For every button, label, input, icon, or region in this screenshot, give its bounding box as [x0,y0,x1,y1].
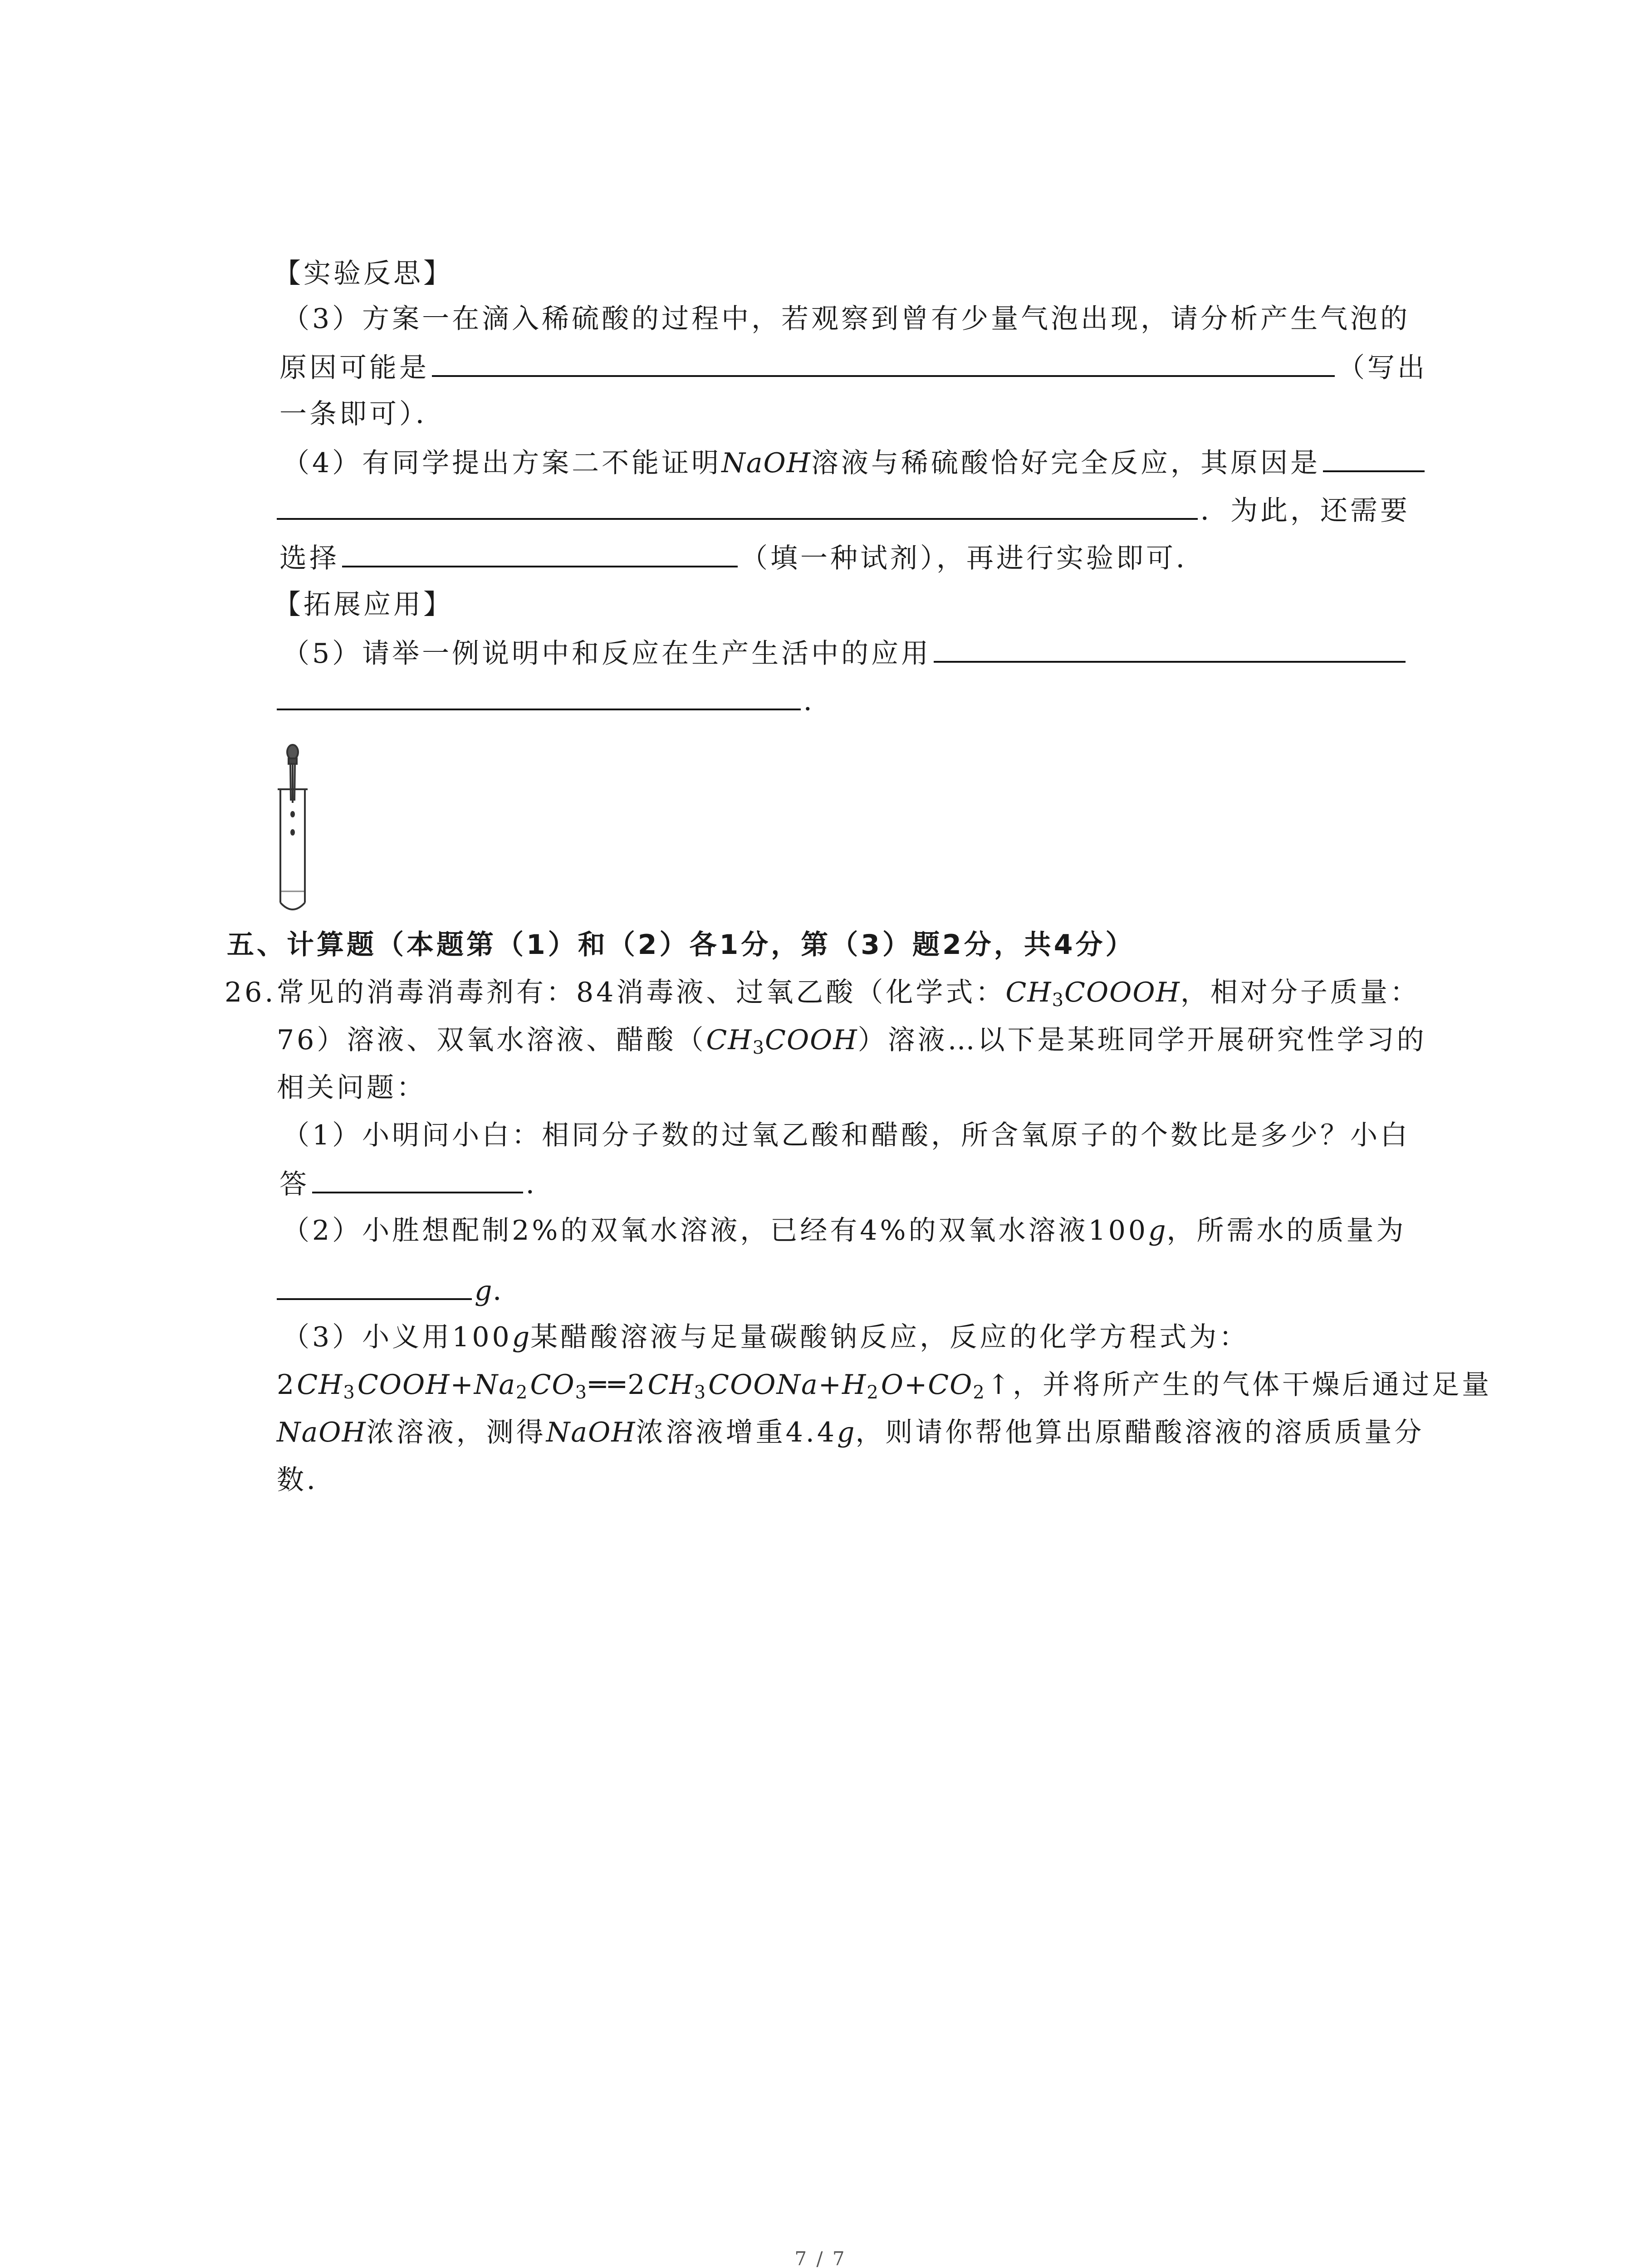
q26-p3-text: ，则请你帮他算出原醋酸溶液的溶质质量分 [855,1417,1425,1448]
equals-sign: ══ [589,1369,628,1401]
formula-sub: 2 [867,1382,881,1403]
formula-sub: 3 [752,1037,765,1058]
q26-p3-line4 [0,1461,1641,1500]
q26-line2 [0,1021,1641,1067]
q26-p3-line1 [0,1318,1641,1357]
formula-sub: 3 [1052,990,1065,1011]
reflection-header: 【实验反思】 [274,258,453,289]
section5-title-line [0,925,1641,964]
q26-p3-line3 [0,1413,1641,1452]
q3-text: （写出 [1337,352,1427,384]
q26-text: 相关问题： [277,1072,426,1104]
q26-p1-line2 [0,1163,1641,1204]
formula-sub: 3 [575,1382,590,1403]
formula-part: COONa+H [708,1369,867,1401]
formula-part: O+CO [881,1369,973,1401]
unit-g: g [512,1321,531,1353]
q26-line3 [0,1068,1641,1107]
formula-part: COOH+Na [357,1369,516,1401]
q26-text: 76）溶液、双氧水溶液、醋酸（ [277,1024,706,1056]
answer-blank[interactable] [934,633,1406,663]
q26-p3-text: ，并将所产生的气体干燥后通过足量 [1013,1369,1492,1401]
q4-text: （填一种试剂），再进行实验即可． [740,543,1206,574]
q26-p1-text: （1）小明问小白：相同分子数的过氧乙酸和醋酸，所含氧原子的个数比是多少？小白 [282,1119,1411,1151]
q26-p2-line2 [0,1270,1641,1310]
q5-text: （5）请举一例说明中和反应在生产生活中的应用 [282,638,931,670]
q4-text: （4）有同学提出方案二不能证明 [282,447,722,479]
value-2-percent: 2% [512,1215,561,1246]
formula-part: CH [706,1024,753,1056]
answer-blank[interactable] [342,538,738,567]
formula-part: COOOH [1064,977,1181,1008]
formula-sub: 2 [973,1382,987,1403]
test-tube-dropper-illustration [272,744,313,916]
naoh-formula: NaOH [721,447,811,479]
q3-text: （3）方案一在滴入稀硫酸的过程中，若观察到曾有少量气泡出现，请分析产生气泡的 [282,303,1411,335]
formula-sub: 2 [516,1382,530,1403]
q3-line3 [0,395,1641,434]
q26-text: ）溶液…以下是某班同学开展研究性学习的 [857,1024,1427,1056]
page-number: 7 / 7 [794,2248,847,2268]
unit-g: g [475,1275,493,1307]
answer-blank[interactable] [277,490,1198,520]
q26-p1-text: ． [526,1168,556,1200]
q4-line1 [0,442,1641,483]
extension-header-line [0,585,1641,624]
formula-part: CH [297,1369,343,1401]
unit-g: g [1148,1215,1167,1246]
q5-line2 [0,680,1641,721]
formula-sub: 3 [343,1382,358,1403]
q3-line2 [0,347,1641,387]
q3-text: 一条即可）． [279,398,446,430]
formula-part: CH [1005,977,1052,1008]
q26-p2-text: 的双氧水溶液 [908,1215,1088,1246]
answer-blank[interactable] [1323,442,1425,472]
q26-p3-line2 [0,1365,1641,1412]
value-4-percent: 4% [860,1215,909,1246]
q26-p3-text: 浓溶液增重 [636,1417,786,1448]
q3-text: 原因可能是 [279,352,429,384]
extension-header: 【拓展应用】 [274,589,453,621]
q26-p3-text: （3）小义用 [282,1321,452,1353]
q26-p2-text: ． [493,1275,523,1307]
gas-arrow-icon: ↑ [987,1369,1013,1401]
value-100: 100 [452,1321,512,1353]
q26-p1-line1 [0,1116,1641,1155]
q5-line1 [0,633,1641,673]
q26-number: 26. [225,977,276,1008]
coefficient: 2 [627,1369,648,1401]
q4-line2 [0,490,1641,530]
q26-line1 [0,973,1641,1020]
formula-part: COOH [765,1024,858,1056]
naoh-formula: NaOH [546,1417,636,1448]
q4-text: 选择 [279,543,339,574]
q26-p3-text: 某醋酸溶液与足量碳酸钠反应，反应的化学方程式为： [530,1321,1249,1353]
formula-part: CH [647,1369,694,1401]
q26-p1-text: 答 [279,1168,309,1200]
answer-blank[interactable] [432,347,1335,377]
q26-p2-text: 的双氧水溶液，已经有 [560,1215,860,1246]
answer-blank[interactable] [312,1163,523,1193]
answer-blank[interactable] [277,1270,472,1300]
value-4-4: 4.4 [785,1417,838,1448]
q26-text: ，相对分子质量： [1180,977,1420,1008]
coefficient: 2 [277,1369,297,1401]
q26-p2-text: （2）小胜想配制 [282,1215,512,1246]
q26-p2-text: ，所需水的质量为 [1166,1215,1406,1246]
reflection-header-line [0,254,1641,293]
formula-part: CO [530,1369,575,1401]
q26-p3-text: 浓溶液，测得 [366,1417,546,1448]
chemical-equation [277,1365,1013,1412]
formula-acetic [706,1021,857,1067]
q26-text: 常见的消毒消毒剂有：84消毒液、过氧乙酸（化学式： [277,977,1006,1008]
formula-peracetic [1005,973,1181,1020]
section5-title: 五、计算题（本题第（1）和（2）各1分，第（3）题2分，共4分） [227,929,1136,961]
q26-p3-text: 数． [277,1464,337,1496]
formula-sub: 3 [694,1382,709,1403]
q4-text: 溶液与稀硫酸恰好完全反应，其原因是 [811,447,1320,479]
unit-g: g [837,1417,856,1448]
answer-blank[interactable] [277,680,801,710]
q5-text: ． [803,685,833,717]
naoh-formula: NaOH [277,1417,367,1448]
q4-line3 [0,538,1641,578]
q4-text: ．为此，还需要 [1200,495,1410,527]
q26-p2-line1 [0,1211,1641,1250]
value-100: 100 [1088,1215,1149,1246]
q3-line1 [0,299,1641,338]
